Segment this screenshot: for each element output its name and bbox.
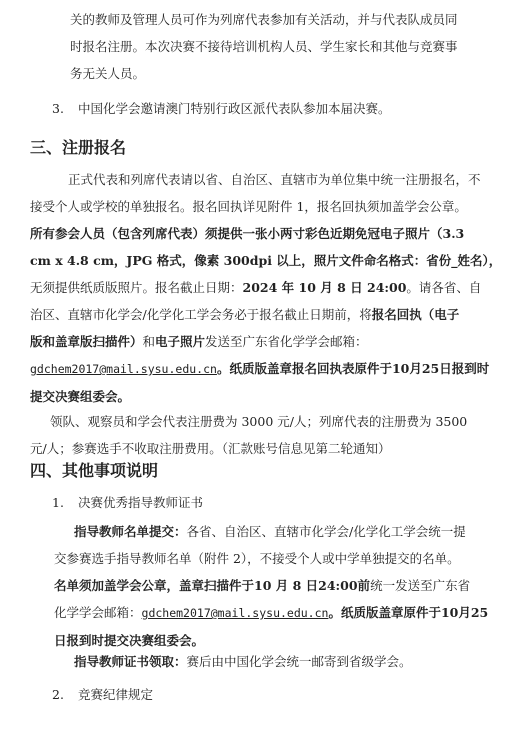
list-item-4-2 bbox=[52, 681, 153, 708]
reg-line-2: 接受个人或学校的单独报名。报名回执详见附件 1，报名回执须加盖学会公章。 bbox=[30, 199, 467, 214]
reg-line-7-and: 和 bbox=[142, 334, 156, 349]
teacher-line-5: 日报到时提交决赛组委会。 bbox=[54, 633, 205, 648]
teacher-line-1-bold: 指导教师名单提交： bbox=[74, 524, 187, 539]
list-item-text: 竞赛纪律规定 bbox=[77, 687, 153, 702]
section-heading-other-matters: 四、其他事项说明 bbox=[30, 461, 159, 480]
fee-line-2: 元/人；参赛选手不收取注册费用。（汇款账号信息见第二轮通知） bbox=[30, 441, 391, 456]
certificate-line-1 bbox=[54, 648, 412, 675]
list-item-text: 中国化学会邀请澳门特别行政区派代表队参加本届决赛。 bbox=[77, 101, 391, 116]
reg-line-1: 正式代表和列席代表请以省、自治区、直辖市为单位集中统一注册报名，不 bbox=[68, 172, 481, 187]
list-number: 3. bbox=[52, 101, 64, 116]
fee-line-1: 领队、观察员和学会代表注册费为 3000 元/人；列席代表的注册费为 3500 bbox=[50, 414, 468, 429]
reg-line-5 bbox=[30, 274, 501, 301]
list-number: 2. bbox=[52, 687, 64, 702]
reg-line-7-bold-2: 电子照片 bbox=[155, 334, 206, 349]
teacher-line-4-bold: 。纸质版盖章原件于10月25 bbox=[328, 605, 489, 620]
reg-line-4: cm x 4.8 cm，JPG 格式，像素 300dpi 以上，照片文件命名格式：省份_姓名）， bbox=[30, 253, 502, 268]
registration-paragraph bbox=[30, 166, 501, 410]
teacher-line-4-text: 化学学会邮箱： bbox=[54, 605, 142, 620]
reg-line-6 bbox=[30, 301, 501, 328]
reg-line-7 bbox=[30, 328, 501, 355]
list-item-4-1 bbox=[52, 489, 203, 516]
intro-line-2: 时报名注册。本次决赛不接待培训机构人员、学生家长和其他与竞赛事 bbox=[70, 39, 458, 54]
teacher-line-1 bbox=[54, 518, 488, 545]
reg-line-5-text: 无须提供纸质版照片。报名截止日期： bbox=[30, 280, 243, 295]
reg-line-8-bold: 。纸质版盖章报名回执表原件于10月25日报到时 bbox=[216, 361, 490, 376]
list-number: 1. bbox=[52, 495, 64, 510]
reg-line-7-bold-1: 版和盖章版扫描件） bbox=[30, 334, 143, 349]
teacher-line-1-text: 各省、自治区、直辖市化学会/化学化工学会统一提 bbox=[186, 524, 466, 539]
list-item-text: 决赛优秀指导教师证书 bbox=[77, 495, 203, 510]
teacher-line-3-text: 统一发送至广东省 bbox=[370, 578, 471, 593]
section-heading-registration: 三、注册报名 bbox=[30, 138, 127, 157]
email-link[interactable]: gdchem2017@mail.sysu.edu.cn bbox=[30, 362, 217, 376]
teacher-line-2: 交参赛选手指导教师名单（附件 2），不接受个人或中学单独提交的名单。 bbox=[54, 551, 460, 566]
certificate-paragraph bbox=[54, 648, 412, 675]
reg-line-8 bbox=[30, 355, 501, 383]
reg-line-9: 提交决赛组委会。 bbox=[30, 389, 131, 404]
intro-paragraph bbox=[70, 6, 458, 87]
teacher-line-3-bold: 名单须加盖学会公章，盖章扫描件于10 月 8 日24:00前 bbox=[54, 578, 371, 593]
teacher-line-4 bbox=[54, 599, 488, 627]
email-link[interactable]: gdchem2017@mail.sysu.edu.cn bbox=[141, 606, 329, 620]
certificate-line-1-text: 赛后由中国化学会统一邮寄到省级学会。 bbox=[186, 654, 412, 669]
reg-line-3: 所有参会人员（包含列席代表）须提供一张小两寸彩色近期免冠电子照片（3.3 bbox=[30, 226, 465, 241]
teacher-list-paragraph bbox=[54, 518, 488, 654]
reg-line-7-tail: 发送至广东省化学学会邮箱： bbox=[205, 334, 368, 349]
reg-line-6-bold: 报名回执（电子 bbox=[371, 307, 460, 322]
intro-line-1: 关的教师及管理人员可作为列席代表参加有关活动，并与代表队成员同 bbox=[70, 12, 458, 27]
intro-line-3: 务无关人员。 bbox=[70, 66, 146, 81]
teacher-line-3 bbox=[54, 572, 488, 599]
reg-line-6-text: 治区、直辖市化学会/化学化工学会务必于报名截止日期前，将 bbox=[30, 307, 372, 322]
registration-deadline: 2024 年 10 月 8 日 24:00 bbox=[242, 280, 407, 295]
reg-line-5-tail: 。请各省、自 bbox=[406, 280, 482, 295]
fee-paragraph bbox=[30, 408, 467, 462]
list-item-3 bbox=[52, 95, 391, 122]
certificate-line-1-bold: 指导教师证书领取： bbox=[74, 654, 187, 669]
